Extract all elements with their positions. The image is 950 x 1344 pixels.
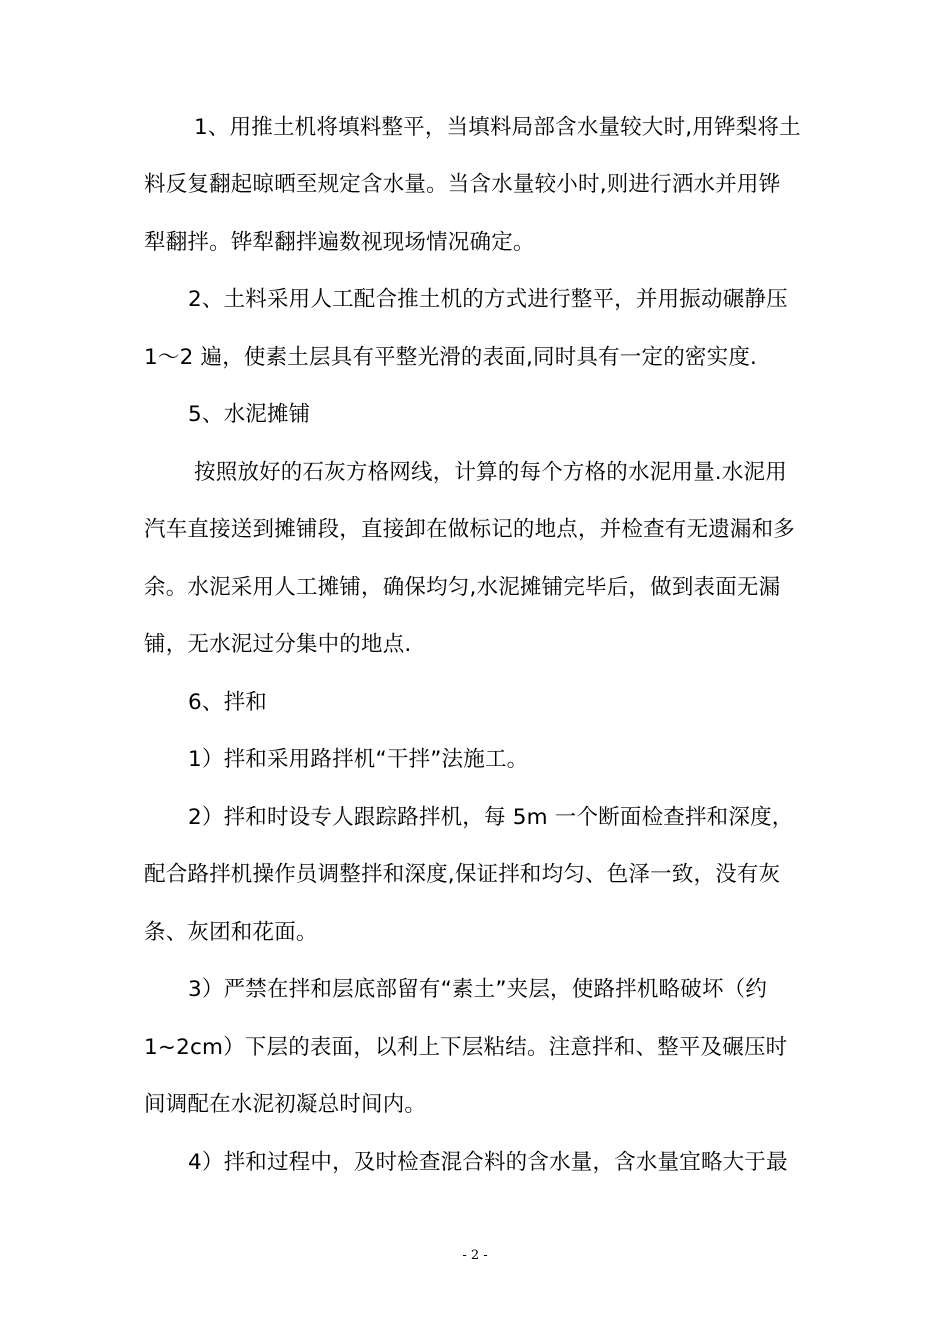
text-line: 1～2 遍，使素土层具有平整光滑的表面,同时具有一定的密实度.: [144, 345, 758, 370]
text-line: 汽车直接送到摊铺段，直接卸在做标记的地点，并检查有无遗漏和多: [144, 517, 796, 542]
text-line: 间调配在水泥初凝总时间内。: [144, 1092, 427, 1117]
text-line: 1、用推土机将填料整平，当填料局部含水量较大时,用铧梨将土: [194, 115, 801, 140]
text-line: 2）拌和时设专人跟踪路拌机，每 5m 一个断面检查拌和深度，: [188, 805, 794, 830]
section-heading: 5、水泥摊铺: [188, 402, 311, 427]
text-line: 料反复翻起晾晒至规定含水量。当含水量较小时,则进行洒水并用铧: [144, 172, 781, 197]
text-line: 犁翻拌。铧犁翻拌遍数视现场情况确定。: [144, 230, 535, 255]
text-line: 2、土料采用人工配合推土机的方式进行整平，并用振动碾静压: [188, 287, 788, 312]
text-line: 3）严禁在拌和层底部留有“素土”夹层，使路拌机略破坏（约: [188, 977, 768, 1002]
text-line: 条、灰团和花面。: [144, 920, 318, 945]
text-line: 1）拌和采用路拌机“干拌”法施工。: [188, 747, 529, 772]
text-line: 余。水泥采用人工摊铺，确保均匀,水泥摊铺完毕后，做到表面无漏: [144, 575, 781, 600]
text-line: 按照放好的石灰方格网线，计算的每个方格的水泥用量.水泥用: [194, 460, 787, 485]
text-line: 配合路拌机操作员调整拌和深度,保证拌和均匀、色泽一致，没有灰: [144, 862, 781, 887]
text-line: 4）拌和过程中，及时检查混合料的含水量，含水量宜略大于最: [188, 1150, 788, 1175]
text-line: 1~2cm）下层的表面，以利上下层粘结。注意拌和、整平及碾压时: [144, 1035, 788, 1060]
page-number: - 2 -: [462, 1248, 488, 1263]
section-heading: 6、拌和: [188, 690, 267, 715]
text-line: 铺，无水泥过分集中的地点.: [144, 632, 412, 657]
